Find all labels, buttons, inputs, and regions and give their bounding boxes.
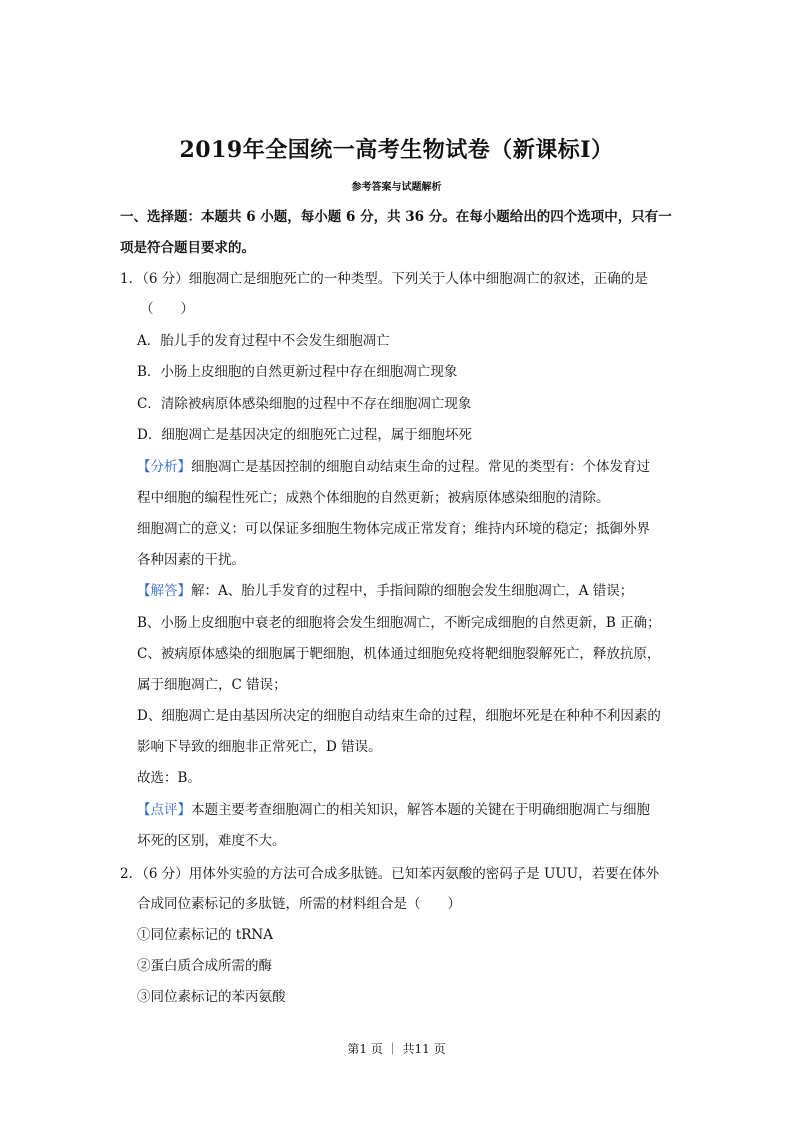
question-1-option-a: A．胎儿手的发育过程中不会发生细胞凋亡 bbox=[137, 333, 390, 349]
answer-line-6: 影响下导致的细胞非正常死亡，D 错误。 bbox=[137, 739, 382, 755]
answer-choice: 故选：B。 bbox=[137, 770, 201, 786]
comment-tag: 【点评】 bbox=[137, 802, 191, 818]
comment-line-2: 坏死的区别，难度不大。 bbox=[137, 833, 286, 849]
page-footer: 第1 页 ｜ 共11 页 bbox=[347, 1042, 446, 1056]
question-1-stem: 1．（6 分）细胞凋亡是细胞死亡的一种类型。下列关于人体中细胞凋亡的叙述，正确的是 bbox=[120, 271, 648, 287]
analysis-line-4: 各种因素的干扰。 bbox=[137, 552, 245, 568]
answer-line-3: C、被病原体感染的细胞属于靶细胞，机体通过细胞免疫将靶细胞裂解死亡，释放抗原， bbox=[137, 646, 661, 662]
answer-line-2: B、小肠上皮细胞中衰老的细胞将会发生细胞凋亡，不断完成细胞的自然更新，B 正确； bbox=[137, 615, 661, 631]
page-subtitle: 参考答案与试题解析 bbox=[351, 182, 442, 193]
analysis-line-3: 细胞凋亡的意义：可以保证多细胞生物体完成正常发育；维持内环境的稳定；抵御外界 bbox=[137, 521, 650, 537]
question-2-item-2: ②蛋白质合成所需的酶 bbox=[137, 958, 272, 974]
question-1-option-c: C．清除被病原体感染细胞的过程中不存在细胞凋亡现象 bbox=[137, 396, 472, 412]
answer-line-5: D、细胞凋亡是由基因所决定的细胞自动结束生命的过程，细胞坏死是在种种不利因素的 bbox=[137, 708, 661, 724]
comment-line-1 bbox=[137, 800, 697, 820]
analysis-tag: 【分析】 bbox=[137, 459, 191, 475]
question-2-stem-cont: 合成同位素标记的多肽链，所需的材料组合是（ ） bbox=[137, 896, 461, 912]
comment-text-1: 本题主要考查细胞凋亡的相关知识，解答本题的关键在于明确细胞凋亡与细胞 bbox=[191, 802, 650, 818]
analysis-text-1: 细胞凋亡是基因控制的细胞自动结束生命的过程。常见的类型有：个体发育过 bbox=[191, 459, 650, 475]
answer-line-4: 属于细胞凋亡，C 错误； bbox=[137, 677, 287, 693]
answer-tag: 【解答】 bbox=[137, 583, 191, 599]
answer-line-1 bbox=[137, 581, 697, 601]
question-2-item-3: ③同位素标记的苯丙氨酸 bbox=[137, 989, 286, 1005]
question-1-option-d: D．细胞凋亡是基因决定的细胞死亡过程，属于细胞坏死 bbox=[137, 427, 472, 443]
page-title: 2019年全国统一高考生物试卷（新课标Ⅰ） bbox=[179, 137, 614, 163]
analysis-line-2: 程中细胞的编程性死亡；成熟个体细胞的自然更新；被病原体感染细胞的清除。 bbox=[137, 490, 610, 506]
section-heading-line-1: 一、选择题：本题共 6 小题，每小题 6 分，共 36 分。在每小题给出的四个选项中，只有一 bbox=[120, 209, 672, 225]
question-1-option-b: B．小肠上皮细胞的自然更新过程中存在细胞凋亡现象 bbox=[137, 364, 458, 380]
question-2-item-1: ①同位素标记的 tRNA bbox=[137, 927, 273, 943]
question-2-stem: 2．（6 分）用体外实验的方法可合成多肽链。已知苯丙氨酸的密码子是 UUU，若要在体外 bbox=[120, 866, 660, 882]
question-1-stem-paren: （ ） bbox=[140, 301, 194, 317]
section-heading-line-2: 项是符合题目要求的。 bbox=[120, 240, 255, 256]
analysis-line-1 bbox=[137, 457, 697, 477]
answer-text-1: 解：A、胎儿手发育的过程中，手指间隙的细胞会发生细胞凋亡，A 错误； bbox=[191, 583, 634, 599]
